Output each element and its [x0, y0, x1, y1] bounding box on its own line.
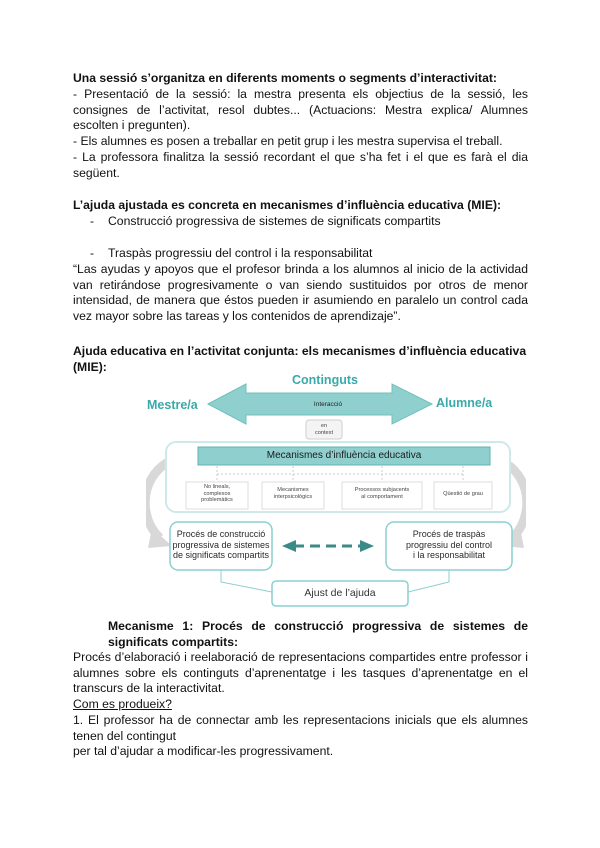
small-box-4-text: Qüestió de grau [443, 491, 483, 497]
right-process-text [386, 529, 512, 561]
item1-line-b: per tal d’ajudar a modificar-les progressivament. [73, 744, 334, 758]
left-arc [146, 462, 168, 538]
section1-line2: - Els alumnes es posen a treballar en petit grup i les mestra supervisa el treball. [73, 134, 503, 148]
small-box-1-line3: problemàtics [201, 497, 233, 503]
section1-line1: - Presentació de la sessió: la mestra presenta els objectius de la sessió, les consignes de l’activitat, resol dubtes... (Actuacions: Mestra explica/ Alumnes escolten i pregunten). [73, 87, 528, 133]
left-process-line2: progressiva de sistemes [172, 539, 270, 550]
right-process-line2: progressiu del control [405, 539, 493, 550]
ajust-label: Ajust de l’ajuda [304, 587, 376, 599]
dashed-double-arrow [282, 540, 374, 552]
continguts-label: Continguts [292, 373, 358, 387]
bullet-text: Construcció progressiva de sistemes de significats compartits [108, 214, 441, 228]
mestre-label: Mestre/a [147, 398, 198, 412]
mie-title: Mecanismes d’influència educativa [266, 450, 422, 461]
small-box-2-line1: Mecanismes [277, 487, 309, 493]
right-connector [408, 570, 449, 592]
left-process-text [170, 529, 272, 561]
small-box-3-text [342, 487, 422, 500]
small-box-1-line2: complexos [203, 490, 231, 497]
item1-line-a: 1. El professor ha de connectar amb les representacions inicials que els alumnes tenen del contingut [73, 713, 528, 743]
right-process-line3: i la responsabilitat [412, 550, 486, 560]
small-box-2-text [262, 487, 324, 500]
small-box-2-line2: interpsicològics [273, 493, 313, 500]
context-label-2: context [314, 430, 334, 436]
bullet-marker: - [90, 246, 95, 260]
left-process-line3: de significats compartits [172, 550, 270, 560]
interaccio-label: Interacció [313, 401, 343, 408]
section1-heading: Una sessió s’organitza en diferents moments o segments d’interactivitat: [73, 71, 497, 85]
left-process-line1: Procés de construcció [176, 529, 266, 539]
small-box-3-line2: al comportament [361, 493, 403, 500]
right-process-line1: Procés de traspàs [412, 529, 486, 539]
section4-paragraph: Procés d’elaboració i reelaboració de representacions compartides entre professor i alumnes sobre els continguts d’aprenentatge i les tasques d’aprenentatge en el transcurs de la interactivitat. [73, 650, 528, 696]
section3-heading: Ajuda educativa en l’activitat conjunta: els mecanismes d’influència educativa (MIE): [73, 344, 527, 374]
mie-diagram [146, 370, 526, 610]
bullet-text: Traspàs progressiu del control i la responsabilitat [108, 246, 373, 260]
small-box-1-line1: No lineals, [203, 484, 231, 490]
left-arc-head [148, 528, 172, 548]
bullet-marker: - [90, 214, 95, 228]
small-box-1-text [186, 484, 248, 504]
quote-paragraph: “Las ayudas y apoyos que el profesor brinda a los alumnos al inicio de la actividad van retirándose progresivamente o van siendo sustituidos por otros de menor intensidad, de manera que éstos pueden ir asumiendo en paralelo un control cada vez mayor sobre las tareas y los contenidos de aprendizaje”. [73, 262, 528, 323]
section4-heading: Mecanisme 1: Procés de construcció progressiva de sistemes de significats compartits: [108, 619, 528, 649]
small-box-3-line1: Processos subjacents [354, 487, 410, 493]
context-label-1: en [320, 423, 328, 429]
section1-line3: - La professora finalitza la sessió recordant el que s’ha fet i el que es farà el dia següent. [73, 150, 528, 180]
alumne-label: Alumne/a [436, 396, 493, 410]
section2-heading: L’ajuda ajustada es concreta en mecanismes d’influència educativa (MIE): [73, 198, 502, 212]
how-heading: Com es produeix? [73, 697, 172, 711]
left-connector [221, 570, 272, 592]
